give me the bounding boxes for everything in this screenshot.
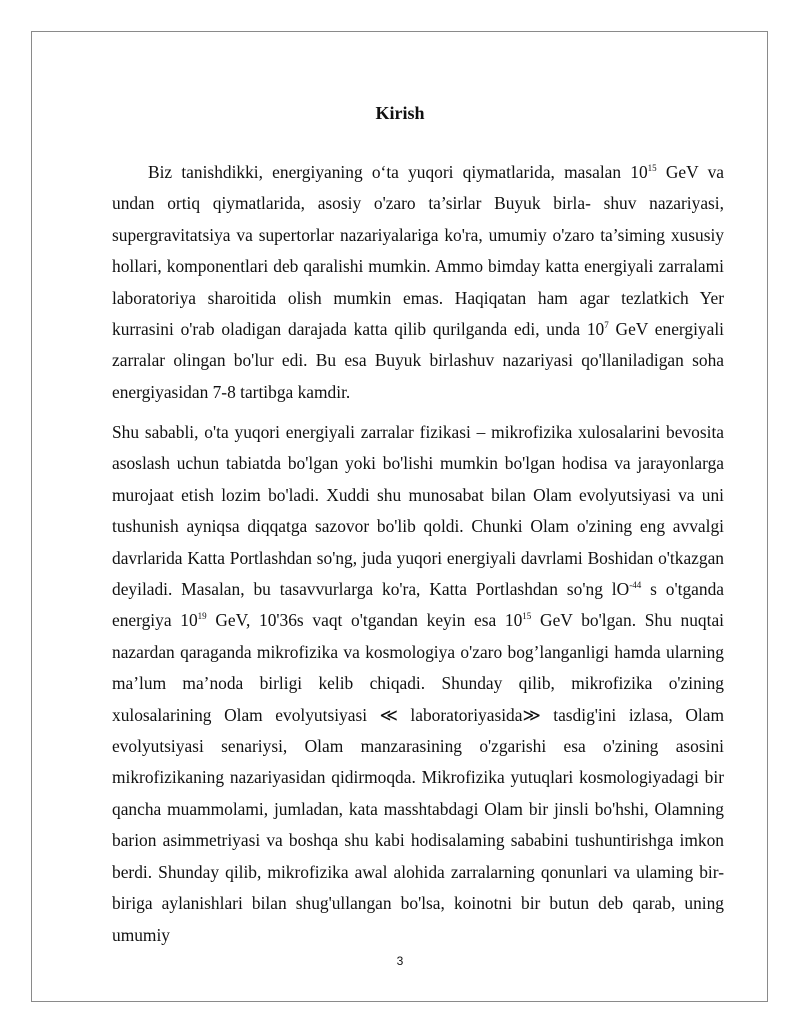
paragraph-introduction <box>112 157 724 408</box>
superscript-exponent: 15 <box>647 163 657 173</box>
text-run: GeV energiyali zarralar olingan bo'lur edi. Bu esa Buyuk birlashuv nazariyasi qo'llaniladigan soha energiyasidan 7-8 tartibga kamdir. <box>112 319 724 402</box>
superscript-exponent: 7 <box>604 320 609 331</box>
page-title: Kirish <box>375 103 425 123</box>
text-run: GeV bo'lgan. Shu nuqtai nazardan qaraganda mikrofizika va kosmologiya o'zaro bog’langanligi hamda ularning ma’lum ma’noda birligi kelib chiqadi. Shunday qilib, mikrofizika o'zining xulosalarining Olam evolyutsiyasi ≪ laboratoriyasida≫ tasdig'ini izlasa, Olam evolyutsiyasi senariysi, Olam manzarasining o'zgarishi esa o'zining asosini mikrofizikaning nazariyasidan qidirmoqda. Mikrofizika yutuqlari kosmologiyadagi bir qancha muammolami, jumladan, kata masshtabdagi Olam bir jinsli bo'hshi, Olamning barion asimmetriyasi va boshqa shu kabi hodisalaming sababini tushuntirishga imkon berdi. Shunday qilib, mikrofizika awal alohida zarralarning qonunlari va ulaming bir-biriga aylanishlari bilan shug'ullangan bo'lsa, koinotni bir butun deb qarab, uning umumiy <box>112 610 724 945</box>
text-run: s o'tganda energiya 10 <box>112 579 724 631</box>
text-run: Biz tanishdikki, energiyaning o‘ta yuqori qiymatlarida, masalan 10 <box>148 162 648 182</box>
superscript-exponent: -44 <box>629 580 642 591</box>
text-run: GeV va undan ortiq qiymatlarida, asosiy o'zaro ta’sirlar Buyuk birla- shuv nazariyasi, supergravitatsiya va supertorlar nazariyalariga ko'ra, umumiy o'zaro ta’siming xususiy hollari, komponentlari deb qaralishi mumkin. Ammo bimday katta energiyali zarralami laboratoriya sharoitida olish mumkin emas. Haqiqatan ham agar tezlatkich Yer kurrasini o'rab oladigan darajada katta qilib qurilganda edi, unda 10 <box>112 162 724 340</box>
superscript-exponent: 19 <box>197 611 207 622</box>
page-number: 3 <box>396 954 404 968</box>
paragraph-microphysics <box>112 417 724 951</box>
paragraph-text <box>112 157 724 408</box>
paragraph-text <box>112 417 724 951</box>
text-run: Shu sababli, o'ta yuqori energiyali zarralar fizikasi – mikrofizika xulosalarini bevosita asoslash uchun tabiatda bo'lgan yoki bo'lishi mumkin bo'lgan hodisa va jarayonlarga murojaat etish lozim bo'ladi. Xuddi shu munosabat bilan Olam evolyutsiyasi va uni tushunish ayniqsa diqqatga sazovor bo'lib qoldi. Chunki Olam o'zining eng avvalgi davrlarida Katta Portlashdan so'ng, juda yuqori energiyali davrlami Boshidan o'tkazgan deyiladi. Masalan, bu tasavvurlarga ko'ra, Katta Portlashdan so'ng lO <box>112 422 724 600</box>
superscript-exponent: 15 <box>522 611 532 622</box>
text-run: GeV, 10'36s vaqt o'tgandan keyin esa 10 <box>206 610 523 631</box>
